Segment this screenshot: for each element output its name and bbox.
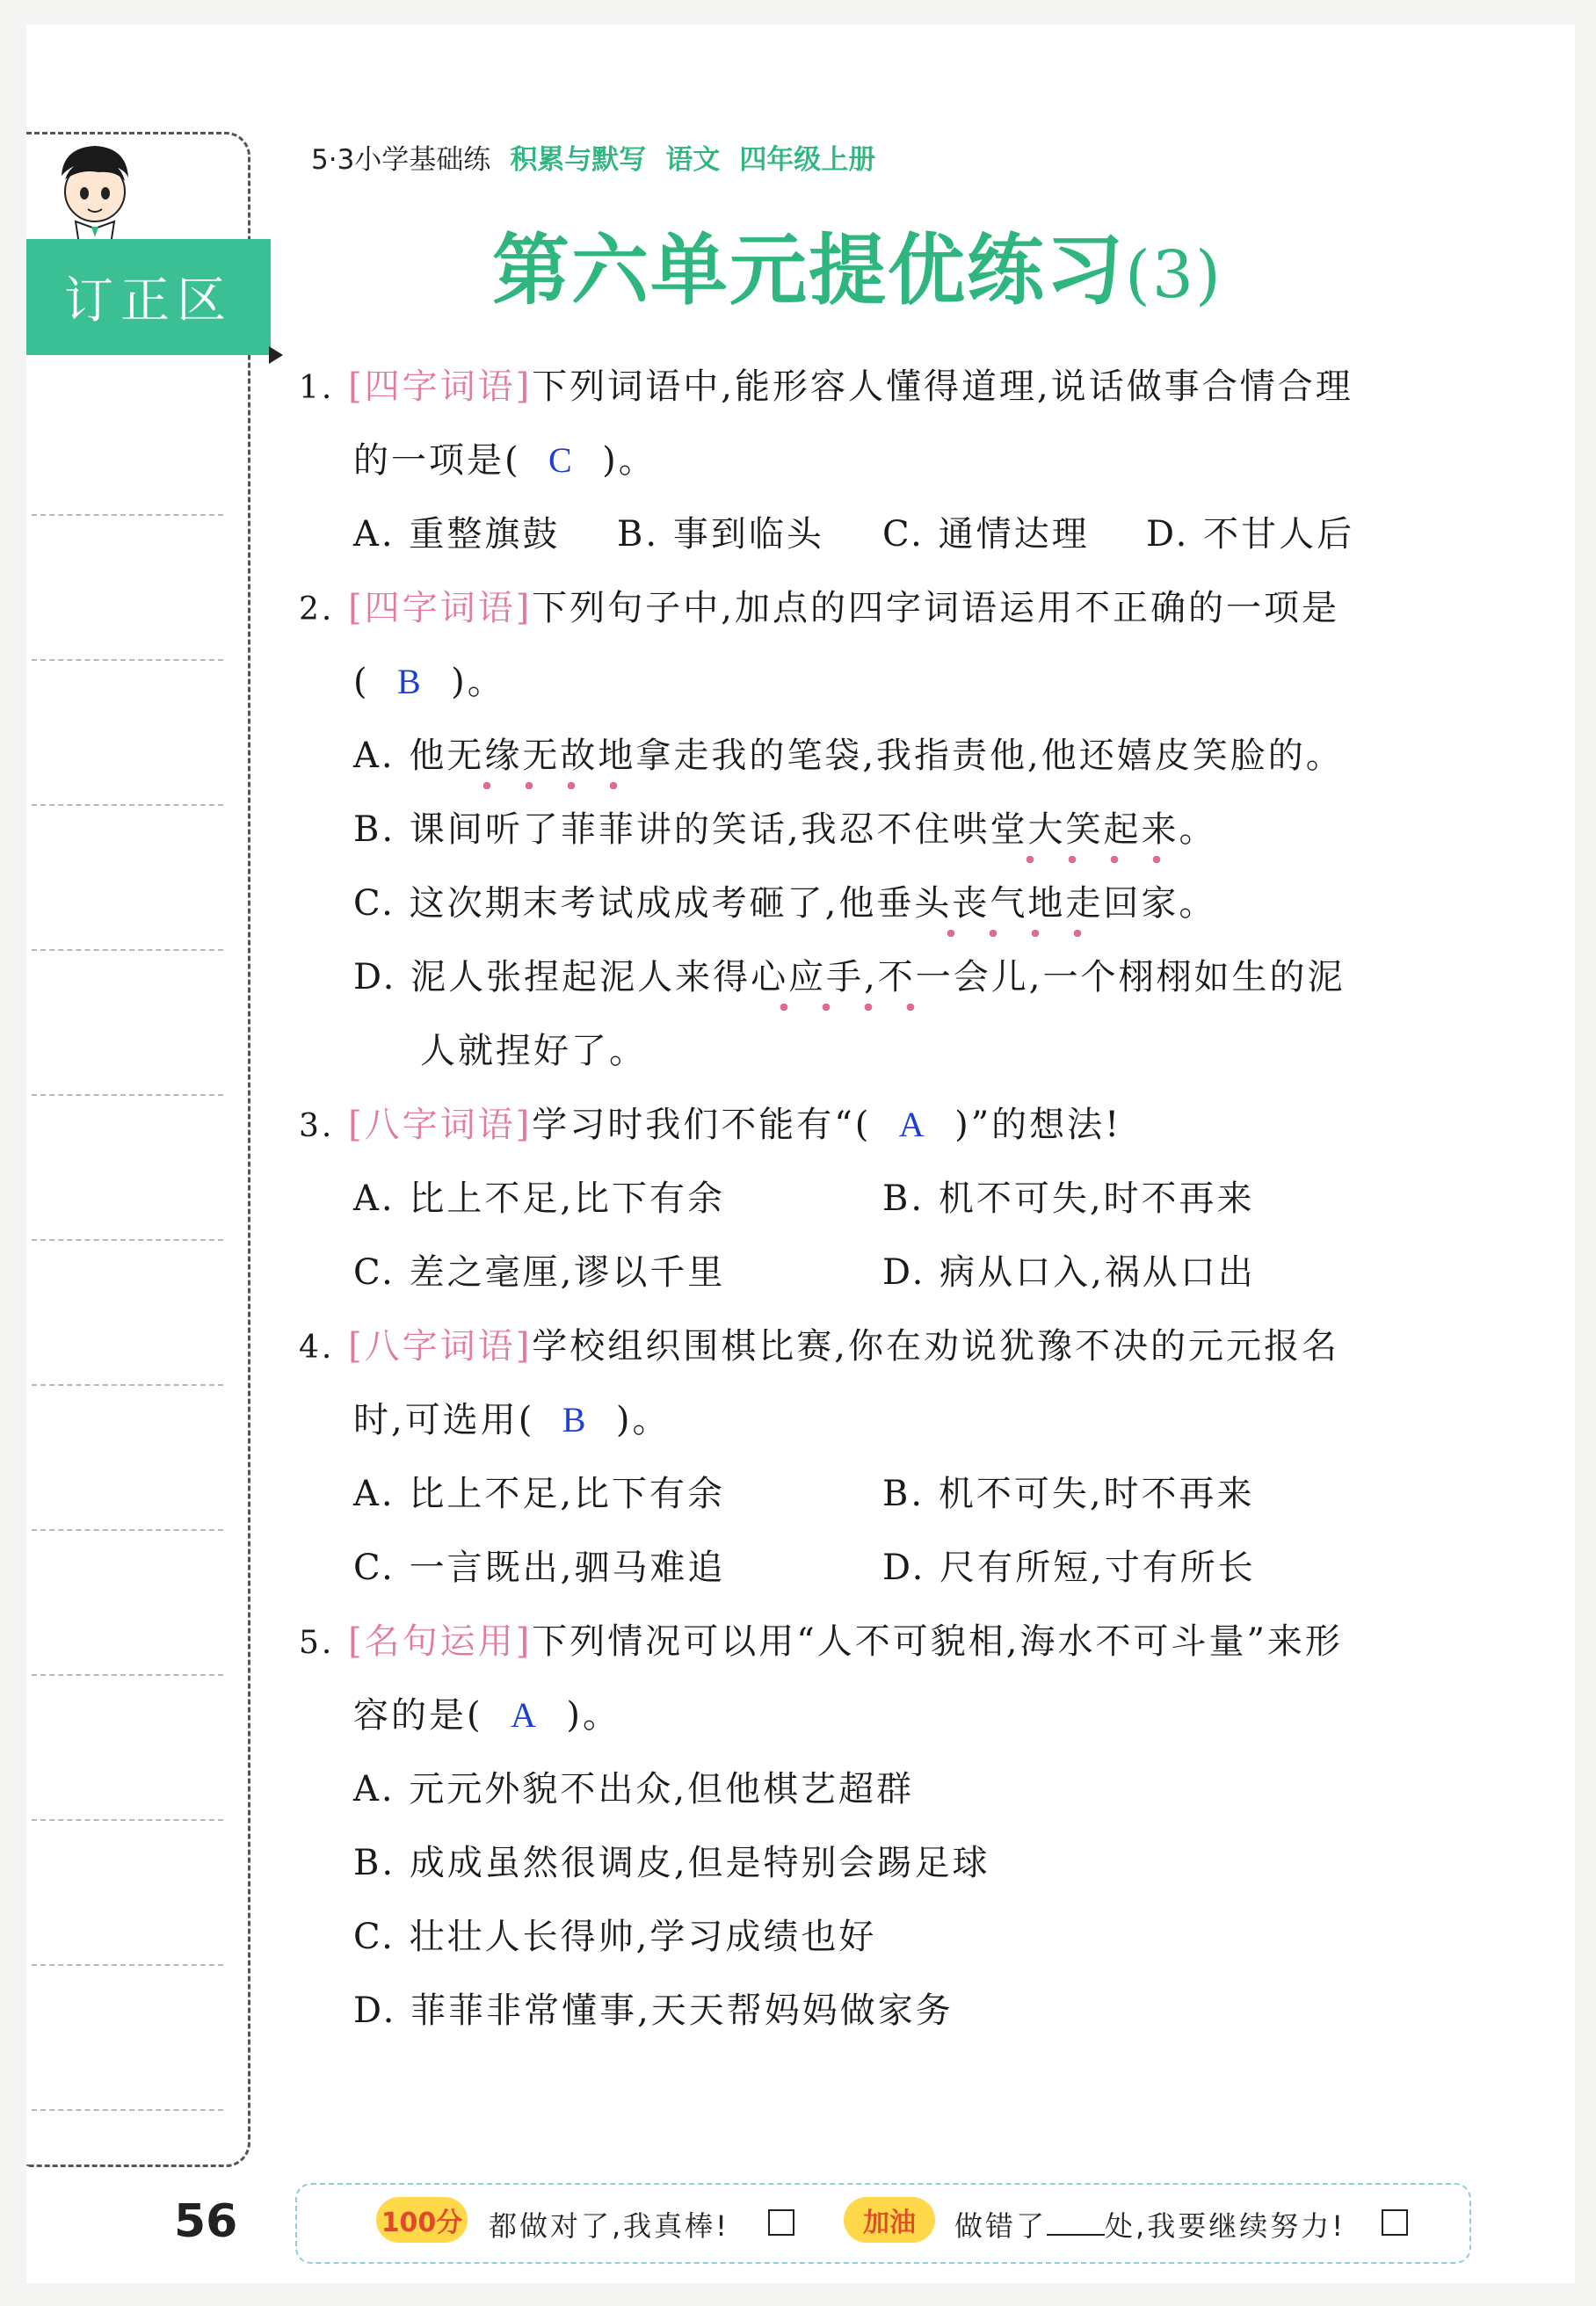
correction-line [32, 949, 223, 951]
grade-name: 四年级上册 [739, 144, 876, 176]
q1-option-c: C. 通情达理 [882, 514, 1090, 555]
q3-option-d: D. 病从口入,祸从口出 [882, 1252, 1256, 1293]
correction-line [32, 1964, 223, 1966]
mistakes-checkbox[interactable] [1382, 2209, 1408, 2236]
q2-option-c: C. 这次期末考试成成考砸了,他垂头丧气地走回家。 [353, 883, 1217, 924]
q3-option-b: B. 机不可失,时不再来 [882, 1178, 1255, 1219]
q2-option-d-line1: D. 泥人张捏起泥人来得心应手,不一会儿,一个栩栩如生的泥 [353, 957, 1346, 997]
q2-stem-line2: ( B )。 [353, 662, 505, 702]
q4-option-d: D. 尺有所短,寸有所长 [882, 1548, 1256, 1588]
subject-name: 语文 [665, 144, 721, 176]
q5-stem-line1: 5. [名句运用]下列情况可以用“人不可貌相,海水不可斗量”来形 [299, 1621, 1343, 1662]
q1-stem-line2: 的一项是( C )。 [353, 440, 657, 481]
correction-line [32, 1674, 223, 1676]
correction-line [32, 514, 223, 516]
correction-line [32, 1529, 223, 1531]
q1-option-d: D. 不甘人后 [1146, 514, 1355, 555]
q5-answer: A [511, 1695, 539, 1735]
q5-option-d: D. 菲菲非常懂事,天天帮妈妈做家务 [353, 1991, 954, 2031]
series-name: 5·3小学基础练 [311, 144, 491, 176]
q3-category-tag: [八字词语] [348, 1105, 533, 1145]
q5-option-c: C. 壮壮人长得帅,学习成绩也好 [353, 1917, 877, 1957]
q2-option-d-line2: 人就捏好了。 [420, 1031, 647, 1071]
correction-line [32, 659, 223, 661]
correction-line [32, 2109, 223, 2111]
q1-option-b: B. 事到临头 [617, 514, 824, 555]
book-name: 积累与默写 [510, 144, 647, 176]
q2-option-b: B. 课间听了菲菲讲的笑话,我忍不住哄堂大笑起来。 [353, 809, 1217, 850]
q4-option-a: A. 比上不足,比下有余 [353, 1474, 726, 1514]
all-correct-checkbox[interactable] [768, 2209, 794, 2236]
correction-area-label: 订正区 [26, 239, 271, 355]
mascot-boy-icon [46, 141, 142, 246]
correction-line [32, 1094, 223, 1096]
page-number: 56 [174, 2195, 238, 2248]
cheer-badge: 加油 [844, 2197, 935, 2243]
full-score-badge: 100分 [376, 2197, 468, 2243]
q4-option-b: B. 机不可失,时不再来 [882, 1474, 1255, 1514]
title-number: (3) [1125, 237, 1222, 313]
emphasis-dots [763, 1004, 932, 1011]
title-text: 第六单元提优练习 [492, 225, 1126, 315]
q1-stem-line1: 1. [四字词语]下列词语中,能形容人懂得道理,说话做事合情合理 [299, 366, 1353, 407]
page-title [492, 209, 1222, 320]
q3-option-a: A. 比上不足,比下有余 [353, 1178, 726, 1219]
q4-option-c: C. 一言既出,驷马难追 [353, 1548, 726, 1588]
q4-answer: B [562, 1400, 589, 1439]
book-series-header [311, 137, 875, 177]
correction-line [32, 1239, 223, 1241]
mistake-count-blank[interactable] [1047, 2234, 1105, 2236]
q3-answer: A [898, 1105, 927, 1144]
q5-option-a: A. 元元外貌不出众,但他棋艺超群 [353, 1769, 915, 1809]
q4-stem-line1: 4. [八字词语]学校组织围棋比赛,你在劝说犹豫不决的元元报名 [299, 1326, 1340, 1367]
q3-option-c: C. 差之毫厘,谬以千里 [353, 1252, 726, 1293]
q2-answer: B [397, 662, 424, 701]
correction-line [32, 804, 223, 806]
emphasis-dots [466, 782, 635, 789]
q1-category-tag: [四字词语] [348, 366, 533, 407]
q5-stem-line2: 容的是( A )。 [353, 1695, 620, 1736]
mistakes-text: 做错了 处,我要继续努力! [954, 2209, 1346, 2243]
correction-line [32, 1384, 223, 1386]
q5-category-tag: [名句运用] [348, 1621, 533, 1662]
correction-column [26, 132, 250, 2167]
q3-stem: 3. [八字词语]学习时我们不能有“( A )”的想法! [299, 1105, 1122, 1145]
q4-category-tag: [八字词语] [348, 1326, 533, 1367]
all-correct-text: 都做对了,我真棒! [489, 2209, 730, 2243]
q2-stem-line1: 2. [四字词语]下列句子中,加点的四字词语运用不正确的一项是 [299, 588, 1340, 628]
emphasis-dots [930, 930, 1099, 937]
correction-line [32, 1819, 223, 1821]
q5-option-b: B. 成成虽然很调皮,但是特别会踢足球 [353, 1843, 990, 1883]
q4-stem-line2: 时,可选用( B )。 [353, 1400, 671, 1440]
emphasis-dots [1009, 856, 1178, 863]
q2-category-tag: [四字词语] [348, 588, 533, 628]
q1-option-a: A. 重整旗鼓 [353, 514, 561, 555]
q1-answer: C [548, 440, 575, 480]
q2-option-a: A. 他无缘无故地拿走我的笔袋,我指责他,他还嬉皮笑脸的。 [353, 736, 1344, 776]
